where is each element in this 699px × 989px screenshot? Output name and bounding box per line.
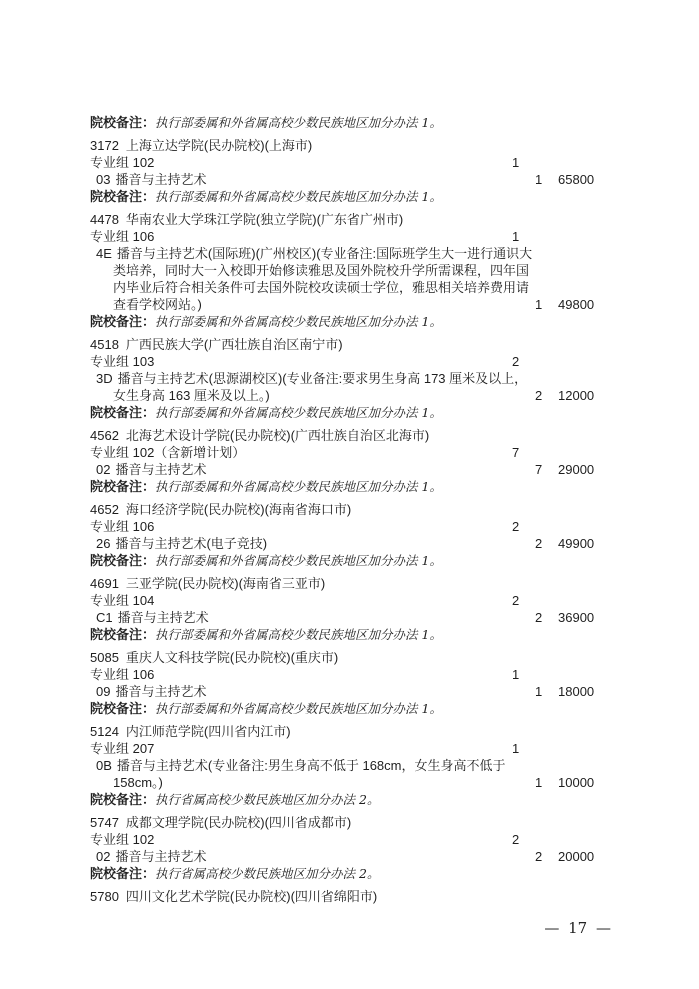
major-code: 09 xyxy=(96,684,111,699)
college-code: 4691 xyxy=(90,576,119,591)
note-label: 院校备注： xyxy=(90,314,156,329)
major-text xyxy=(90,245,535,313)
note-text: 执行部委属和外省属高校少数民族地区加分办法 1。 xyxy=(155,115,442,130)
group-label: 专业组 102（含新增计划） xyxy=(90,445,246,460)
group-row xyxy=(90,444,612,461)
major-count: 2 xyxy=(535,849,543,864)
group-label: 专业组 102 xyxy=(90,832,155,847)
note-text: 执行部委属和外省属高校少数民族地区加分办法 1。 xyxy=(155,314,442,329)
major-count: 2 xyxy=(535,388,543,403)
group-label: 专业组 106 xyxy=(90,667,155,682)
group-count: 2 xyxy=(512,593,520,608)
college-header xyxy=(90,427,612,444)
college-code: 3172 xyxy=(90,138,119,153)
note-text: 执行部委属和外省属高校少数民族地区加分办法 1。 xyxy=(155,553,442,568)
college-code: 5085 xyxy=(90,650,119,665)
major-fee: 10000 xyxy=(558,775,595,790)
major-count: 7 xyxy=(535,462,543,477)
college-note-row xyxy=(90,188,612,205)
college-block xyxy=(90,137,612,205)
major-code: 02 xyxy=(96,849,111,864)
major-name: 播音与主持艺术 xyxy=(115,684,207,699)
group-label: 专业组 104 xyxy=(90,593,155,608)
college-name: 华南农业大学珠江学院(独立学院)(广东省广州市) xyxy=(125,212,404,227)
college-block xyxy=(90,649,612,717)
group-count: 1 xyxy=(512,229,520,244)
group-label: 专业组 102 xyxy=(90,155,155,170)
major-row xyxy=(90,370,612,404)
page-content xyxy=(90,114,612,905)
note-label: 院校备注： xyxy=(90,792,156,807)
major-row xyxy=(90,757,612,791)
college-block xyxy=(90,211,612,330)
group-label: 专业组 106 xyxy=(90,229,155,244)
group-count: 7 xyxy=(512,445,520,460)
college-header xyxy=(90,814,612,831)
major-code: 3D xyxy=(96,371,113,386)
note-text: 执行省属高校少数民族地区加分办法 2。 xyxy=(155,792,380,807)
college-block xyxy=(90,575,612,643)
college-note-row xyxy=(90,700,612,717)
group-label: 专业组 106 xyxy=(90,519,155,534)
college-block xyxy=(90,427,612,495)
group-count: 1 xyxy=(512,741,520,756)
college-header xyxy=(90,575,612,592)
note-text: 执行部委属和外省属高校少数民族地区加分办法 1。 xyxy=(155,189,442,204)
college-code: 5780 xyxy=(90,889,119,904)
college-header xyxy=(90,723,612,740)
major-name: 播音与主持艺术(思源湖校区)(专业备注:要求男生身高 173 厘米及以上，女生身高 163 厘米及以上。) xyxy=(113,371,528,403)
group-count: 2 xyxy=(512,354,520,369)
college-name: 广西民族大学(广西壮族自治区南宁市) xyxy=(125,337,343,352)
major-fee: 29000 xyxy=(558,462,595,477)
group-row xyxy=(90,592,612,609)
group-row xyxy=(90,518,612,535)
college-block xyxy=(90,723,612,808)
major-row xyxy=(90,245,612,313)
college-note-row xyxy=(90,478,612,495)
note-text: 执行省属高校少数民族地区加分办法 2。 xyxy=(155,866,380,881)
college-name: 四川文化艺术学院(民办院校)(四川省绵阳市) xyxy=(125,889,378,904)
major-text xyxy=(90,683,535,700)
major-code: 03 xyxy=(96,172,111,187)
college-name: 重庆人文科技学院(民办院校)(重庆市) xyxy=(125,650,339,665)
college-code: 5124 xyxy=(90,724,119,739)
major-row xyxy=(90,848,612,865)
college-name: 内江师范学院(四川省内江市) xyxy=(125,724,291,739)
group-count: 2 xyxy=(512,832,520,847)
major-count: 2 xyxy=(535,536,543,551)
group-row xyxy=(90,666,612,683)
major-text xyxy=(90,535,535,552)
note-label: 院校备注： xyxy=(90,405,156,420)
note-text: 执行部委属和外省属高校少数民族地区加分办法 1。 xyxy=(155,479,442,494)
note-label: 院校备注： xyxy=(90,701,156,716)
college-note-row xyxy=(90,791,612,808)
college-header xyxy=(90,501,612,518)
major-row xyxy=(90,171,612,188)
major-code: 02 xyxy=(96,462,111,477)
college-note-row xyxy=(90,404,612,421)
major-fee: 36900 xyxy=(558,610,595,625)
major-row xyxy=(90,461,612,478)
group-row xyxy=(90,353,612,370)
group-row xyxy=(90,228,612,245)
page-number: — 17 — xyxy=(544,919,611,937)
major-count: 2 xyxy=(535,610,543,625)
major-text xyxy=(90,848,535,865)
major-text xyxy=(90,609,535,626)
group-row xyxy=(90,154,612,171)
college-header xyxy=(90,888,612,905)
major-text xyxy=(90,370,535,404)
major-name: 播音与主持艺术(电子竞技) xyxy=(115,536,268,551)
major-name: 播音与主持艺术 xyxy=(115,462,207,477)
major-code: C1 xyxy=(96,610,113,625)
group-count: 1 xyxy=(512,155,520,170)
note-label: 院校备注： xyxy=(90,189,156,204)
college-code: 5747 xyxy=(90,815,119,830)
college-name: 海口经济学院(民办院校)(海南省海口市) xyxy=(125,502,352,517)
major-fee: 12000 xyxy=(558,388,595,403)
major-code: 26 xyxy=(96,536,111,551)
note-label: 院校备注： xyxy=(90,479,156,494)
college-code: 4652 xyxy=(90,502,119,517)
major-count: 1 xyxy=(535,297,543,312)
major-text xyxy=(90,757,535,791)
group-row xyxy=(90,740,612,757)
major-name: 播音与主持艺术 xyxy=(115,172,207,187)
major-fee: 20000 xyxy=(558,849,595,864)
college-code: 4562 xyxy=(90,428,119,443)
major-code: 0B xyxy=(96,758,112,773)
note-text: 执行部委属和外省属高校少数民族地区加分办法 1。 xyxy=(155,701,442,716)
college-header xyxy=(90,137,612,154)
college-header xyxy=(90,336,612,353)
college-name: 三亚学院(民办院校)(海南省三亚市) xyxy=(125,576,326,591)
major-name: 播音与主持艺术 xyxy=(115,849,207,864)
college-name: 北海艺术设计学院(民办院校)(广西壮族自治区北海市) xyxy=(125,428,430,443)
major-name: 播音与主持艺术(国际班)(广州校区)(专业备注:国际班学生大一进行通识大类培养，同时大一入校即开始修读雅思及国外院校升学所需课程，四年国内毕业后符合相关条件可去国外院校攻读硕士学位，雅思相关培养费用请查看学校网站。) xyxy=(113,246,533,312)
college-block xyxy=(90,336,612,421)
college-note-row xyxy=(90,552,612,569)
college-note-row xyxy=(90,626,612,643)
group-label: 专业组 207 xyxy=(90,741,155,756)
continued-note-row xyxy=(90,114,612,131)
college-note-row xyxy=(90,313,612,330)
major-row xyxy=(90,535,612,552)
major-fee: 49900 xyxy=(558,536,595,551)
college-block xyxy=(90,888,612,905)
college-block xyxy=(90,814,612,882)
major-fee: 18000 xyxy=(558,684,595,699)
group-count: 2 xyxy=(512,519,520,534)
college-name: 成都文理学院(民办院校)(四川省成都市) xyxy=(125,815,352,830)
college-name: 上海立达学院(民办院校)(上海市) xyxy=(125,138,313,153)
major-fee: 65800 xyxy=(558,172,595,187)
major-name: 播音与主持艺术(专业备注:男生身高不低于 168cm，女生身高不低于 158cm。) xyxy=(113,758,506,790)
major-text xyxy=(90,461,535,478)
major-count: 1 xyxy=(535,775,543,790)
group-label: 专业组 103 xyxy=(90,354,155,369)
major-count: 1 xyxy=(535,172,543,187)
note-label: 院校备注： xyxy=(90,627,156,642)
college-block xyxy=(90,501,612,569)
group-count: 1 xyxy=(512,667,520,682)
college-list xyxy=(90,137,612,905)
note-label: 院校备注： xyxy=(90,866,156,881)
major-row xyxy=(90,609,612,626)
note-text: 执行部委属和外省属高校少数民族地区加分办法 1。 xyxy=(155,627,442,642)
major-row xyxy=(90,683,612,700)
major-fee: 49800 xyxy=(558,297,595,312)
college-header xyxy=(90,211,612,228)
college-header xyxy=(90,649,612,666)
college-code: 4478 xyxy=(90,212,119,227)
major-count: 1 xyxy=(535,684,543,699)
college-code: 4518 xyxy=(90,337,119,352)
note-label: 院校备注： xyxy=(90,553,156,568)
college-note-row xyxy=(90,865,612,882)
major-code: 4E xyxy=(96,246,112,261)
major-text xyxy=(90,171,535,188)
note-label: 院校备注： xyxy=(90,115,156,130)
note-text: 执行部委属和外省属高校少数民族地区加分办法 1。 xyxy=(155,405,442,420)
major-name: 播音与主持艺术 xyxy=(117,610,209,625)
group-row xyxy=(90,831,612,848)
